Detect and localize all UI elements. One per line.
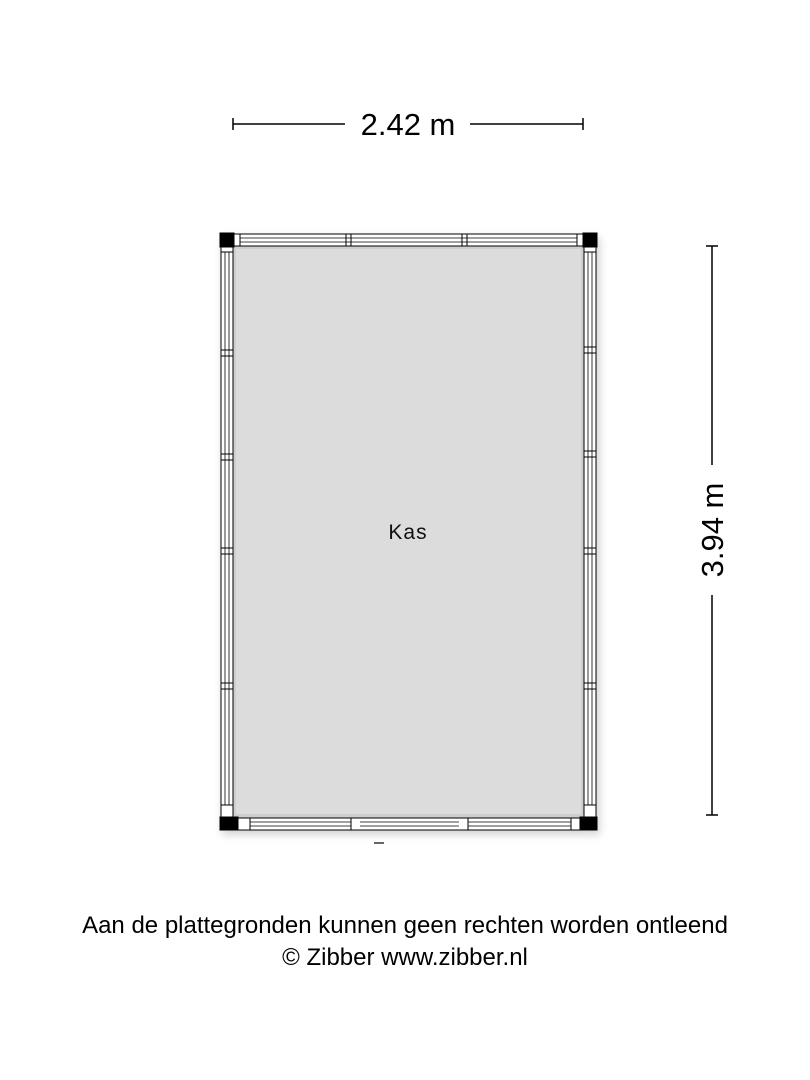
glass-panel bbox=[221, 683, 233, 689]
frame bbox=[234, 234, 240, 246]
height-dimension bbox=[695, 246, 730, 815]
room-label: Kas bbox=[388, 521, 428, 544]
corner-post bbox=[583, 233, 597, 247]
frame bbox=[584, 805, 596, 817]
glass-panel bbox=[462, 234, 467, 246]
glass-panel bbox=[584, 548, 596, 554]
glass-panel bbox=[584, 457, 596, 548]
glass-panel bbox=[221, 460, 233, 548]
height-label: 3.94 m bbox=[695, 482, 730, 578]
glass-panel bbox=[584, 683, 596, 689]
corner-post bbox=[220, 817, 238, 830]
glass-panel bbox=[221, 689, 233, 805]
glass-panel bbox=[584, 451, 596, 457]
corner-post bbox=[220, 233, 234, 247]
width-label: 2.42 m bbox=[360, 107, 456, 142]
glass-panel bbox=[221, 356, 233, 454]
glass-panel bbox=[346, 234, 351, 246]
glass-panel bbox=[221, 454, 233, 460]
glass-panel bbox=[250, 818, 351, 830]
frame bbox=[221, 805, 233, 817]
corner-post bbox=[580, 817, 597, 830]
glass-panel bbox=[584, 252, 596, 347]
glass-panel bbox=[584, 554, 596, 683]
frame bbox=[238, 818, 250, 830]
glass-panel bbox=[240, 234, 346, 246]
sliding-door bbox=[351, 818, 468, 830]
glass-panel bbox=[467, 234, 577, 246]
glass-panel bbox=[351, 234, 462, 246]
glass-panel bbox=[584, 347, 596, 353]
glass-panel bbox=[584, 353, 596, 451]
glass-panel bbox=[221, 252, 233, 350]
glass-panel bbox=[221, 548, 233, 554]
copyright-text: © Zibber www.zibber.nl bbox=[282, 944, 528, 971]
width-dimension bbox=[233, 107, 583, 142]
glass-panel bbox=[584, 689, 596, 805]
glass-panel bbox=[221, 554, 233, 683]
glass-panel bbox=[221, 350, 233, 356]
disclaimer-text: Aan de plattegronden kunnen geen rechten worden ontleend bbox=[82, 912, 728, 939]
glass-panel bbox=[468, 818, 571, 830]
